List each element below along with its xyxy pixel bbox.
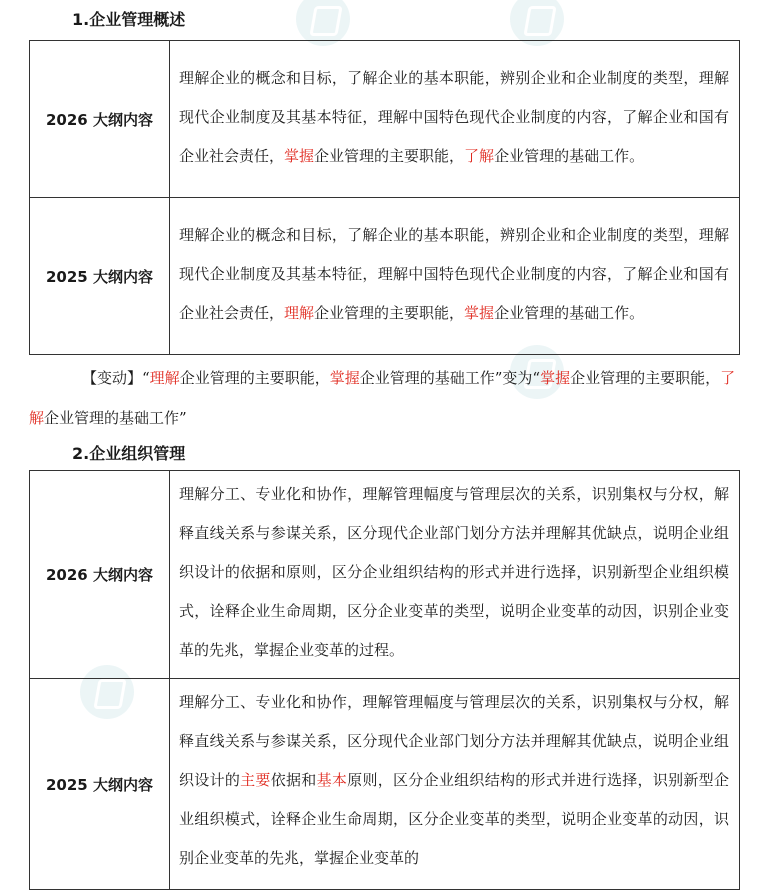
table-row (30, 41, 740, 198)
row-label: 2026 大纲内容 (30, 41, 170, 198)
text-segment: 【变动】“ (82, 369, 150, 387)
text-segment: 理解分工、专业化和协作，理解管理幅度与管理层次的关系，识别集权与分权，解释直线关系与参谋关系，区分现代企业部门划分方法并理解其优缺点，说明企业组织设计的 (179, 693, 729, 789)
section-heading-1: 1.企业管理概述 (72, 10, 186, 29)
row-label: 2025 大纲内容 (30, 679, 170, 890)
outline-table-2 (29, 470, 740, 890)
highlight-text: 了解 (464, 146, 495, 165)
highlight-text: 了解 (29, 369, 736, 427)
outline-table-1 (29, 40, 740, 355)
text-segment: 依据和 (270, 771, 317, 789)
highlight-text: 理解 (284, 303, 315, 322)
text-segment: 企业管理的基础工作。 (494, 303, 645, 322)
text-segment: 企业管理的基础工作”变为“ (359, 369, 541, 387)
text-segment: 理解企业的概念和目标，了解企业的基本职能，辨别企业和企业制度的类型，理解现代企业制度及其基本特征，理解中国特色现代企业制度的内容，了解企业和国有企业社会责任， (179, 225, 729, 322)
highlight-text: 掌握 (329, 369, 360, 387)
highlight-text: 主要 (240, 771, 271, 789)
highlight-text: 掌握 (540, 369, 571, 387)
table-row (30, 471, 740, 679)
row-content (170, 41, 740, 198)
text-segment: 企业管理的基础工作。 (494, 146, 645, 165)
section-heading-2: 2.企业组织管理 (72, 444, 186, 463)
highlight-text: 掌握 (464, 303, 495, 322)
highlight-text: 基本 (316, 771, 348, 789)
change-note (29, 358, 737, 438)
row-content (170, 679, 740, 890)
row-content (170, 198, 740, 355)
text-segment: 企业管理的主要职能， (570, 369, 721, 387)
text-segment: 理解分工、专业化和协作，理解管理幅度与管理层次的关系，识别集权与分权，解释直线关系与参谋关系，区分现代企业部门划分方法并理解其优缺点，说明企业组织设计的依据和原则，区分企业组织结构的形式并进行选择，识别新型企业组织模式，诠释企业生命周期，区分企业变革的类型，说明企业变革的动因，识别企业变革的先兆，掌握企业变革的过程。 (179, 485, 729, 659)
text-segment: 企业管理的主要职能， (314, 146, 465, 165)
text-segment: 原则，区分企业组织结构的形式并进行选择，识别新型企业组织模式，诠释企业生命周期，区分企业变革的类型，说明企业变革的动因，识别企业变革的先兆，掌握企业变革的 (179, 771, 729, 867)
row-label: 2026 大纲内容 (30, 471, 170, 679)
highlight-text: 掌握 (284, 146, 315, 165)
highlight-text: 理解 (149, 369, 180, 387)
text-segment: 企业管理的主要职能， (314, 303, 465, 322)
table-row (30, 679, 740, 890)
row-content-text (179, 683, 729, 881)
row-label: 2025 大纲内容 (30, 198, 170, 355)
table-row (30, 198, 740, 355)
text-segment: 理解企业的概念和目标，了解企业的基本职能，辨别企业和企业制度的类型，理解现代企业制度及其基本特征，理解中国特色现代企业制度的内容，了解企业和国有企业社会责任， (179, 68, 729, 165)
text-segment: 企业管理的主要职能， (179, 369, 330, 387)
row-content (170, 471, 740, 679)
text-segment: 企业管理的基础工作” (44, 409, 187, 427)
